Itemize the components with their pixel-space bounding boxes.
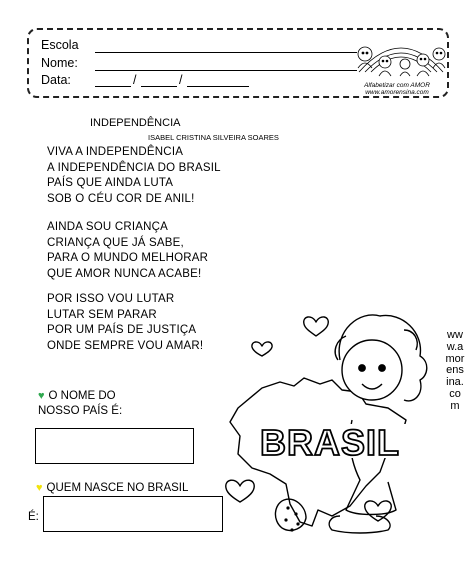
poem-line: CRIANÇA QUE JÁ SABE, [47,236,184,249]
poem-line: A INDEPENDÊNCIA DO BRASIL [47,161,221,174]
question-country-name: ♥ O NOME DO NOSSO PAÍS É: [38,390,123,417]
date-separator: / [133,73,137,87]
name-label: Nome: [41,56,78,70]
date-separator: / [179,73,183,87]
poem-line: PARA O MUNDO MELHORAR [47,252,209,264]
question-born-in-brazil: ♥ QUEM NASCE NO BRASIL [36,482,189,494]
poem-author: ISABEL CRISTINA SILVEIRA SOARES [148,133,279,142]
answer-prefix: É: [28,511,39,523]
poem-line: QUE AMOR NUNCA ACABE! [47,267,202,280]
poem-line: AINDA SOU CRIANÇA [47,221,168,233]
poem-line: VIVA A INDEPENDÊNCIA [47,146,184,158]
poem-line: ONDE SEMPRE VOU AMAR! [47,339,204,352]
poem-line: POR ISSO VOU LUTAR [47,293,175,305]
poem-line: LUTAR SEM PARAR [47,308,157,321]
poem-line: POR UM PAÍS DE JUSTIÇA [47,324,197,336]
site-credit: Alfabetizar com AMOR www.amorensina.com [364,82,430,96]
yellow-heart-icon: ♥ [36,482,43,494]
brasil-word: BRASIL [260,422,400,463]
poem-line: SOB O CÉU COR DE ANIL! [47,192,195,205]
poem-line: PAÍS QUE AINDA LUTA [47,177,174,189]
school-label: Escola [41,38,79,52]
poem-title: INDEPENDÊNCIA [90,117,181,129]
vertical-site-credit: www.amorensina.com [445,329,465,412]
green-heart-icon: ♥ [38,390,45,402]
brasil-word-art [256,422,424,463]
date-label: Data: [41,73,71,87]
